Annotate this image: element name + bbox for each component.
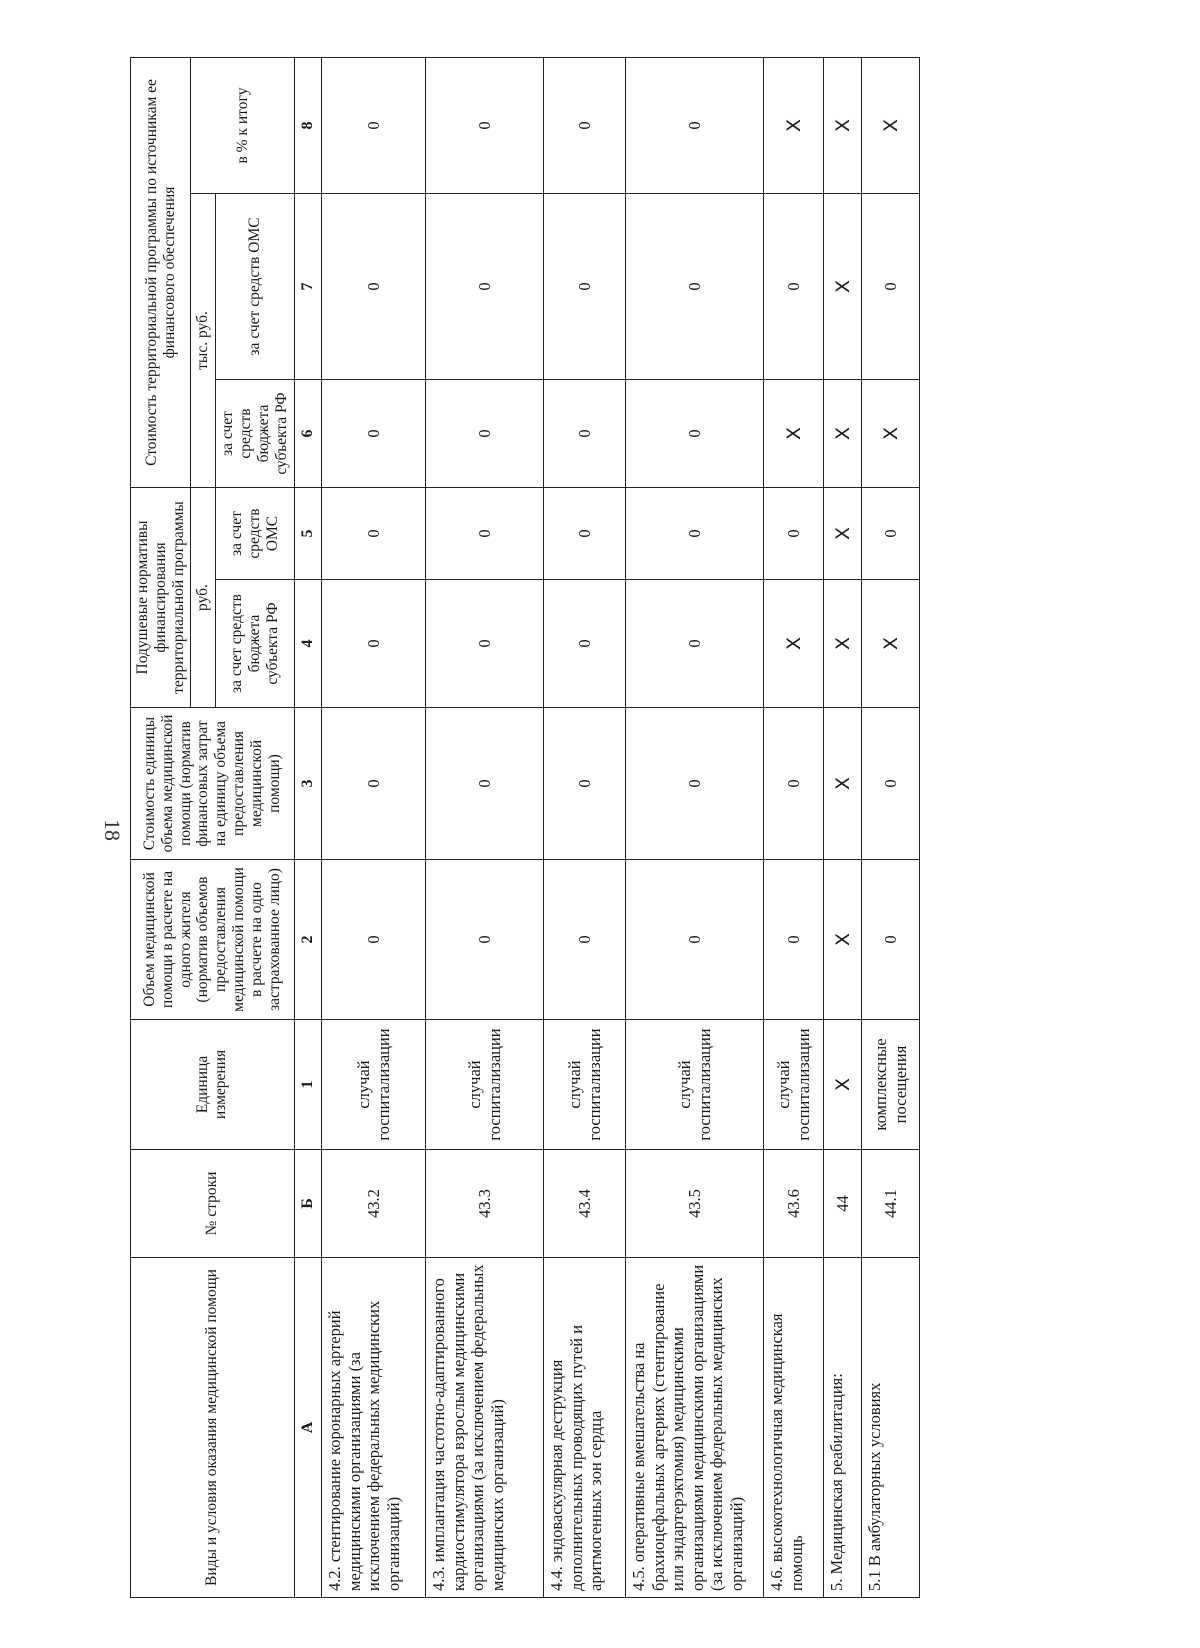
header-cost-unit: тыс. руб. bbox=[191, 194, 216, 488]
row-value: 0 bbox=[626, 860, 764, 1020]
row-unit: случай госпитализации bbox=[764, 1020, 824, 1150]
row-value: 0 bbox=[544, 580, 626, 708]
financing-table bbox=[130, 57, 920, 1598]
row-name: 4.5. оперативные вмешательства на брахиоцефальных артериях (стентирование или эндартерэктомия) медицинскими организациями медицинскими организациями (за исключением федеральных медицинских организаций) bbox=[626, 1258, 764, 1598]
row-name: 5.1 В амбулаторных условиях bbox=[862, 1258, 920, 1598]
row-value: 0 bbox=[322, 380, 426, 488]
row-value: X bbox=[862, 580, 920, 708]
row-value: 0 bbox=[626, 708, 764, 860]
table-row bbox=[426, 57, 544, 1597]
header-col-2: Объем медицинской помощи в расчете на одного жителя (норматив объемов предоставления медицинской помощи в расчете на одно застрахованное лицо) bbox=[131, 860, 295, 1020]
row-value: 0 bbox=[544, 194, 626, 380]
header-norms-unit: руб. bbox=[191, 488, 216, 708]
row-unit: комплексные посещения bbox=[862, 1020, 920, 1150]
header-group-cost: Стоимость территориальной программы по источникам ее финансового обеспечения bbox=[131, 57, 191, 487]
header-col-8: в % к итогу bbox=[191, 57, 294, 193]
row-unit: случай госпитализации bbox=[322, 1020, 426, 1150]
row-value: 0 bbox=[544, 488, 626, 580]
row-value: 0 bbox=[862, 708, 920, 860]
row-number: 43.2 bbox=[322, 1150, 426, 1258]
header-col-1: Единица измерения bbox=[131, 1020, 295, 1150]
row-value: 0 bbox=[426, 57, 544, 193]
row-value: 0 bbox=[544, 860, 626, 1020]
row-unit: случай госпитализации bbox=[626, 1020, 764, 1150]
header-col-6: за счет средств бюджета субъекта РФ bbox=[216, 380, 294, 488]
column-number: 1 bbox=[294, 1020, 322, 1150]
column-number: 6 bbox=[294, 380, 322, 488]
column-number: А bbox=[294, 1258, 322, 1598]
row-value: X bbox=[824, 580, 862, 708]
row-number: 43.5 bbox=[626, 1150, 764, 1258]
row-number: 43.6 bbox=[764, 1150, 824, 1258]
row-value: 0 bbox=[322, 488, 426, 580]
page-number: 18 bbox=[100, 819, 125, 841]
header-row-1 bbox=[131, 57, 191, 1597]
header-group-norms: Подушевые нормативы финансирования территориальной программы bbox=[131, 488, 191, 708]
row-number: 44 bbox=[824, 1150, 862, 1258]
row-value: 0 bbox=[862, 488, 920, 580]
row-value: X bbox=[824, 57, 862, 193]
row-value: 0 bbox=[322, 860, 426, 1020]
row-value: 0 bbox=[426, 194, 544, 380]
header-col-a: Виды и условия оказания медицинской помощи bbox=[131, 1258, 295, 1598]
row-value: 0 bbox=[544, 380, 626, 488]
row-value: 0 bbox=[626, 380, 764, 488]
row-unit: случай госпитализации bbox=[544, 1020, 626, 1150]
column-number: 3 bbox=[294, 708, 322, 860]
table-row bbox=[322, 57, 426, 1597]
row-value: 0 bbox=[426, 580, 544, 708]
row-name: 4.2. стентирование коронарных артерий медицинскими организациями (за исключением федеральных медицинских организаций) bbox=[322, 1258, 426, 1598]
column-number: 2 bbox=[294, 860, 322, 1020]
row-number: 43.4 bbox=[544, 1150, 626, 1258]
header-col-3: Стоимость единицы объема медицинской помощи (норматив финансовых затрат на единицу объема предоставления медицинской помощи) bbox=[131, 708, 295, 860]
row-value: 0 bbox=[426, 488, 544, 580]
row-value: 0 bbox=[322, 194, 426, 380]
row-value: X bbox=[824, 380, 862, 488]
row-name: 5. Медицинская реабилитация: bbox=[824, 1258, 862, 1598]
row-number: 43.3 bbox=[426, 1150, 544, 1258]
row-value: 0 bbox=[426, 380, 544, 488]
table-row bbox=[544, 57, 626, 1597]
row-name: 4.6. высокотехнологичная медицинская помощь bbox=[764, 1258, 824, 1598]
row-value: X bbox=[824, 488, 862, 580]
column-number: 4 bbox=[294, 580, 322, 708]
row-value: X bbox=[764, 57, 824, 193]
column-number: Б bbox=[294, 1150, 322, 1258]
column-number: 5 bbox=[294, 488, 322, 580]
row-value: 0 bbox=[862, 194, 920, 380]
table-row bbox=[824, 57, 862, 1597]
row-value: X bbox=[824, 860, 862, 1020]
row-value: 0 bbox=[322, 580, 426, 708]
column-number: 7 bbox=[294, 194, 322, 380]
header-col-b: № строки bbox=[131, 1150, 295, 1258]
row-unit: X bbox=[824, 1020, 862, 1150]
row-value: 0 bbox=[544, 57, 626, 193]
row-value: X bbox=[764, 380, 824, 488]
row-value: X bbox=[764, 580, 824, 708]
header-col-5: за счет средств ОМС bbox=[216, 488, 294, 580]
row-value: 0 bbox=[764, 194, 824, 380]
row-value: X bbox=[862, 57, 920, 193]
column-number: 8 bbox=[294, 57, 322, 193]
row-value: 0 bbox=[764, 708, 824, 860]
table-row bbox=[764, 57, 824, 1597]
row-value: 0 bbox=[626, 194, 764, 380]
row-value: 0 bbox=[322, 708, 426, 860]
column-numbers-row bbox=[294, 57, 322, 1597]
row-value: X bbox=[824, 194, 862, 380]
row-value: 0 bbox=[626, 488, 764, 580]
row-number: 44.1 bbox=[862, 1150, 920, 1258]
row-value: 0 bbox=[626, 580, 764, 708]
header-col-7: за счет средств ОМС bbox=[216, 194, 294, 380]
row-value: 0 bbox=[764, 488, 824, 580]
row-value: 0 bbox=[426, 708, 544, 860]
row-value: 0 bbox=[764, 860, 824, 1020]
row-value: 0 bbox=[862, 860, 920, 1020]
row-name: 4.3. имплантация частотно-адаптированного кардиостимулятора взрослым медицинскими организациями (за исключением федеральных медицинских организаций) bbox=[426, 1258, 544, 1598]
table-row bbox=[626, 57, 764, 1597]
header-col-4: за счет средств бюджета субъекта РФ bbox=[216, 580, 294, 708]
row-unit: случай госпитализации bbox=[426, 1020, 544, 1150]
table-row bbox=[862, 57, 920, 1597]
row-value: X bbox=[824, 708, 862, 860]
row-value: X bbox=[862, 380, 920, 488]
row-value: 0 bbox=[426, 860, 544, 1020]
row-value: 0 bbox=[544, 708, 626, 860]
row-value: 0 bbox=[322, 57, 426, 193]
row-name: 4.4. эндоваскулярная деструкция дополнительных проводящих путей и аритмогенных зон сердца bbox=[544, 1258, 626, 1598]
row-value: 0 bbox=[626, 57, 764, 193]
